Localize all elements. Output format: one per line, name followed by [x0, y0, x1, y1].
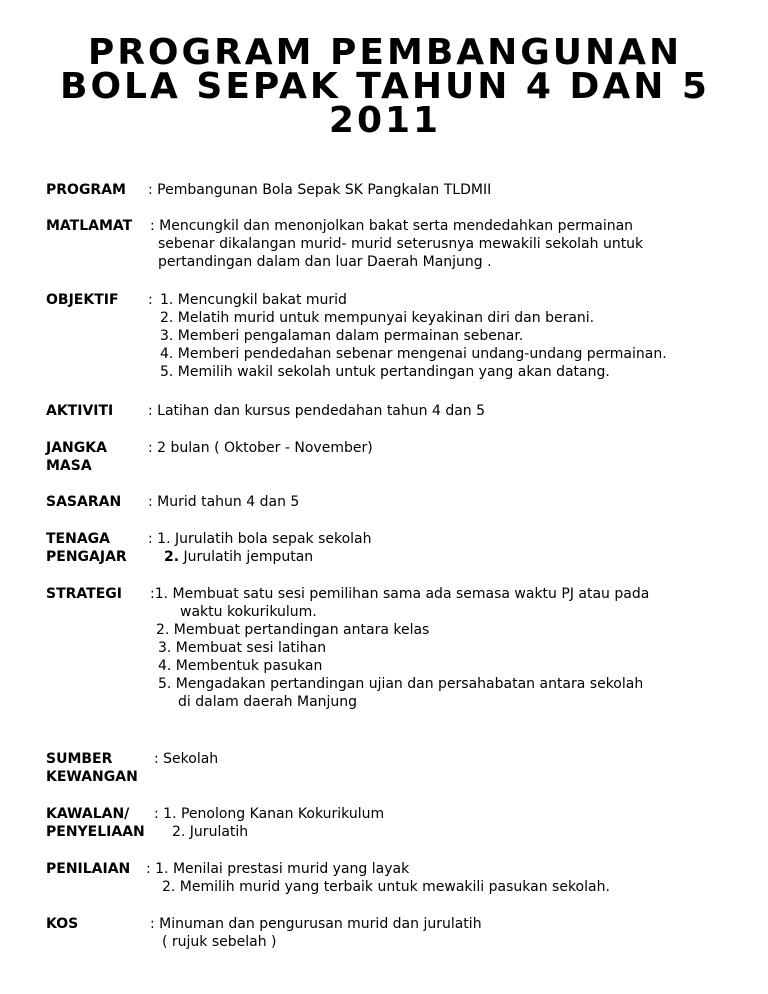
title-line-1: PROGRAM PEMBANGUNAN [87, 32, 683, 73]
jangka-label-line-1: JANGKA [46, 440, 107, 456]
matlamat-label: MATLAMAT [46, 218, 133, 234]
jangka-masa-label [46, 439, 107, 475]
kos-line-2: ( rujuk sebelah ) [162, 934, 277, 950]
kawalan-label-line-1: KAWALAN/ [46, 806, 130, 822]
kos-text [150, 915, 482, 951]
kawalan-line-2: 2. Jurulatih [172, 824, 249, 840]
tenaga-label-line-2: PENGAJAR [46, 549, 127, 565]
jangka-label-line-2: MASA [46, 458, 92, 474]
aktiviti-label: AKTIVITI [46, 403, 114, 419]
tenaga-pengajar-label [46, 530, 127, 566]
list-item: 2. Melatih murid untuk mempunyai keyakinan diri dan berani. [160, 310, 595, 326]
penilaian-text [146, 860, 610, 896]
kawalan-label-line-2: PENYELIAAN [46, 824, 145, 840]
objektif-colon: : [148, 292, 153, 308]
document-title [40, 32, 730, 141]
sumber-label-line-2: KEWANGAN [46, 769, 138, 785]
aktiviti-text: : Latihan dan kursus pendedahan tahun 4 dan 5 [148, 403, 486, 419]
sasaran-text: : Murid tahun 4 dan 5 [148, 494, 300, 510]
strategi-line-2: 2. Membuat pertandingan antara kelas [156, 622, 430, 638]
sumber-kewangan-label [46, 750, 138, 786]
program-label: PROGRAM [46, 182, 126, 198]
matlamat-line-2: sebenar dikalangan murid- murid seterusnya mewakili sekolah untuk [158, 236, 644, 252]
jangka-masa-text: : 2 bulan ( Oktober - November) [148, 440, 373, 456]
title-line-3: 2011 [328, 100, 442, 141]
tenaga-label-line-1: TENAGA [46, 531, 110, 547]
strategi-line-3: 3. Membuat sesi latihan [158, 640, 327, 656]
strategi-line-1b: waktu kokurikulum. [180, 604, 317, 620]
list-item: 3. Memberi pengalaman dalam permainan sebenar. [160, 328, 524, 344]
strategi-line-4: 4. Membentuk pasukan [158, 658, 323, 674]
sumber-kewangan-text: : Sekolah [154, 751, 219, 767]
matlamat-text [150, 217, 643, 271]
strategi-line-5: 5. Mengadakan pertandingan ujian dan persahabatan antara sekolah [158, 676, 644, 692]
penilaian-label: PENILAIAN [46, 861, 131, 877]
tenaga-line-1: : 1. Jurulatih bola sepak sekolah [148, 531, 372, 547]
objektif-label: OBJEKTIF [46, 292, 119, 308]
matlamat-line-1: : Mencungkil dan menonjolkan bakat serta mendedahkan permainan [150, 218, 634, 234]
strategi-label: STRATEGI [46, 586, 122, 602]
title-line-2: BOLA SEPAK TAHUN 4 DAN 5 [60, 66, 710, 107]
strategi-line-5b: di dalam daerah Manjung [178, 694, 358, 710]
tenaga-line-2 [148, 548, 372, 566]
tenaga-pengajar-text [148, 530, 372, 566]
list-item: 4. Memberi pendedahan sebenar mengenai undang-undang permainan. [160, 346, 667, 362]
kos-line-1: : Minuman dan pengurusan murid dan jurulatih [150, 916, 482, 932]
penilaian-line-2: 2. Memilih murid yang terbaik untuk mewakili pasukan sekolah. [162, 879, 610, 895]
penilaian-line-1: : 1. Menilai prestasi murid yang layak [146, 861, 410, 877]
program-text: : Pembangunan Bola Sepak SK Pangkalan TLDMII [148, 182, 492, 198]
kawalan-label [46, 805, 145, 841]
strategi-text [150, 585, 649, 711]
kawalan-line-1: : 1. Penolong Kanan Kokurikulum [154, 806, 385, 822]
tenaga-line-2-text: Jurulatih jemputan [179, 549, 314, 565]
list-item: 5. Memilih wakil sekolah untuk pertandingan yang akan datang. [160, 364, 610, 380]
tenaga-line-2-number: 2. [164, 549, 180, 565]
list-item: 1. Mencungkil bakat murid [160, 292, 347, 308]
kos-label: KOS [46, 916, 79, 932]
objektif-list [160, 291, 667, 381]
strategi-line-1: :1. Membuat satu sesi pemilihan sama ada semasa waktu PJ atau pada [150, 586, 650, 602]
matlamat-line-3: pertandingan dalam dan luar Daerah Manjung . [158, 254, 492, 270]
kawalan-text [154, 805, 384, 841]
sumber-label-line-1: SUMBER [46, 751, 113, 767]
sasaran-label: SASARAN [46, 494, 122, 510]
